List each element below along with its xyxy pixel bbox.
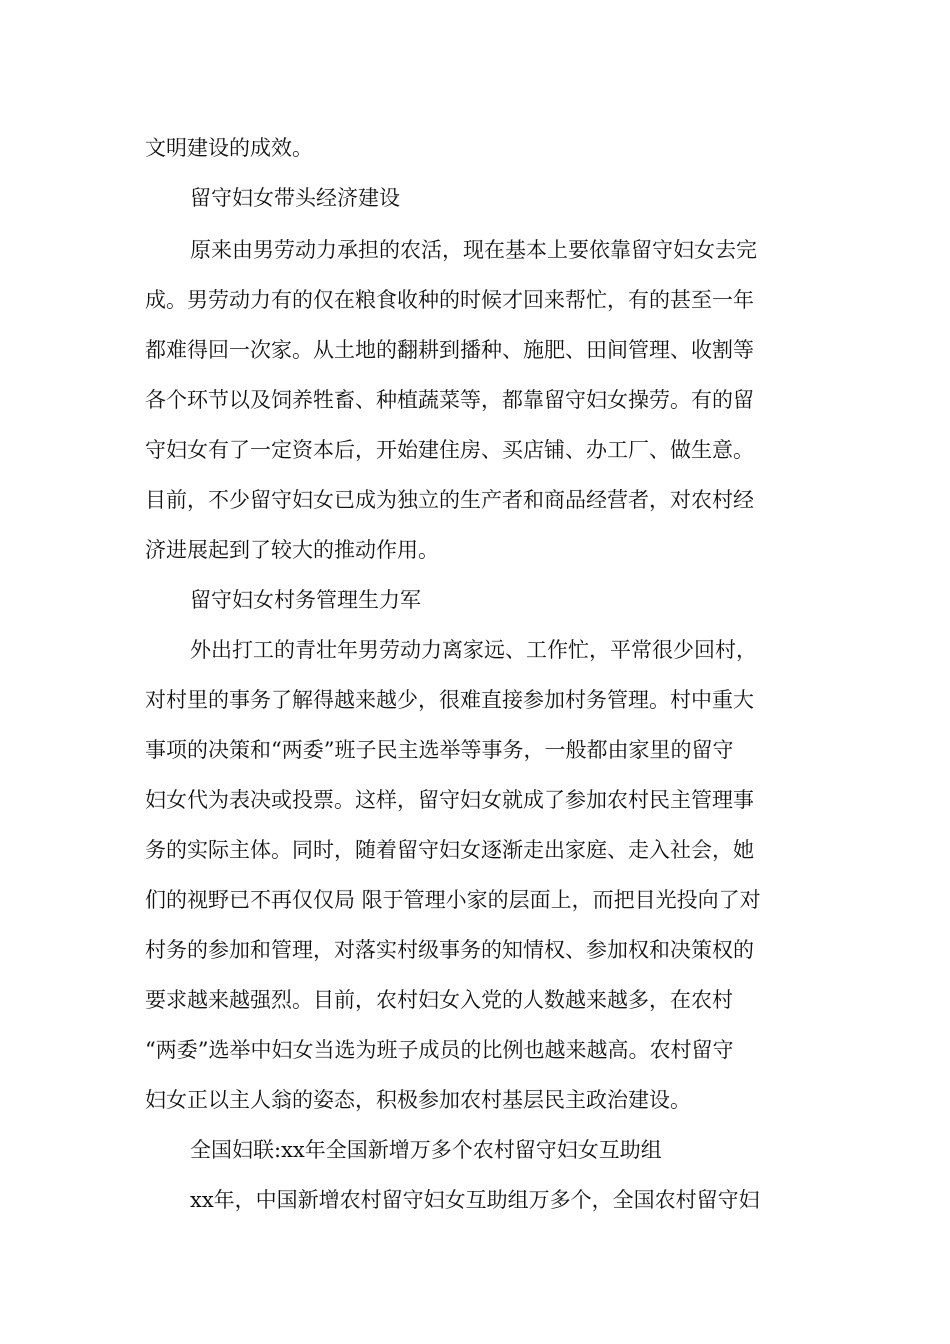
text-line: 们的视野已不再仅仅局 限于管理小家的层面上，而把目光投向了对 bbox=[145, 888, 761, 912]
text-line: “两委”选举中妇女当选为班子成员的比例也越来越高。农村留守 bbox=[145, 1038, 734, 1062]
text-line: 文明建设的成效。 bbox=[145, 136, 313, 160]
text-line: 济进展起到了较大的推动作用。 bbox=[145, 538, 439, 562]
text-line: 成。男劳动力有的仅在粮食收种的时候才回来帮忙，有的甚至一年 bbox=[145, 288, 754, 312]
text-line: 村务的参加和管理，对落实村级事务的知情权、参加权和决策权的 bbox=[145, 938, 754, 962]
section-heading: 留守妇女村务管理生力军 bbox=[190, 588, 421, 612]
section-heading: 全国妇联:xx年全国新增万多个农村留守妇女互助组 bbox=[190, 1138, 662, 1162]
text-line: 守妇女有了一定资本后，开始建住房、买店铺、办工厂、做生意。 bbox=[145, 438, 754, 462]
text-line: 目前，不少留守妇女已成为独立的生产者和商品经营者，对农村经 bbox=[145, 488, 754, 512]
text-line: 外出打工的青壮年男劳动力离家远、工作忙，平常很少回村， bbox=[190, 638, 757, 662]
section-heading: 留守妇女带头经济建设 bbox=[190, 186, 400, 210]
text-line: xx年，中国新增农村留守妇女互助组万多个，全国农村留守妇 bbox=[190, 1188, 760, 1212]
text-line: 事项的决策和“两委”班子民主选举等事务，一般都由家里的留守 bbox=[145, 738, 734, 762]
text-line: 务的实际主体。同时，随着留守妇女逐渐走出家庭、走入社会，她 bbox=[145, 838, 754, 862]
text-line: 要求越来越强烈。目前，农村妇女入党的人数越来越多，在农村 bbox=[145, 988, 733, 1012]
text-line: 对村里的事务了解得越来越少，很难直接参加村务管理。村中重大 bbox=[145, 688, 754, 712]
text-line: 都难得回一次家。从土地的翻耕到播种、施肥、田间管理、收割等 bbox=[145, 338, 754, 362]
text-line: 各个环节以及饲养牲畜、种植蔬菜等，都靠留守妇女操劳。有的留 bbox=[145, 388, 754, 412]
text-line: 妇女代为表决或投票。这样，留守妇女就成了参加农村民主管理事 bbox=[145, 788, 754, 812]
text-line: 妇女正以主人翁的姿态，积极参加农村基层民主政治建设。 bbox=[145, 1088, 691, 1112]
text-line: 原来由男劳动力承担的农活，现在基本上要依靠留守妇女去完 bbox=[190, 238, 757, 262]
